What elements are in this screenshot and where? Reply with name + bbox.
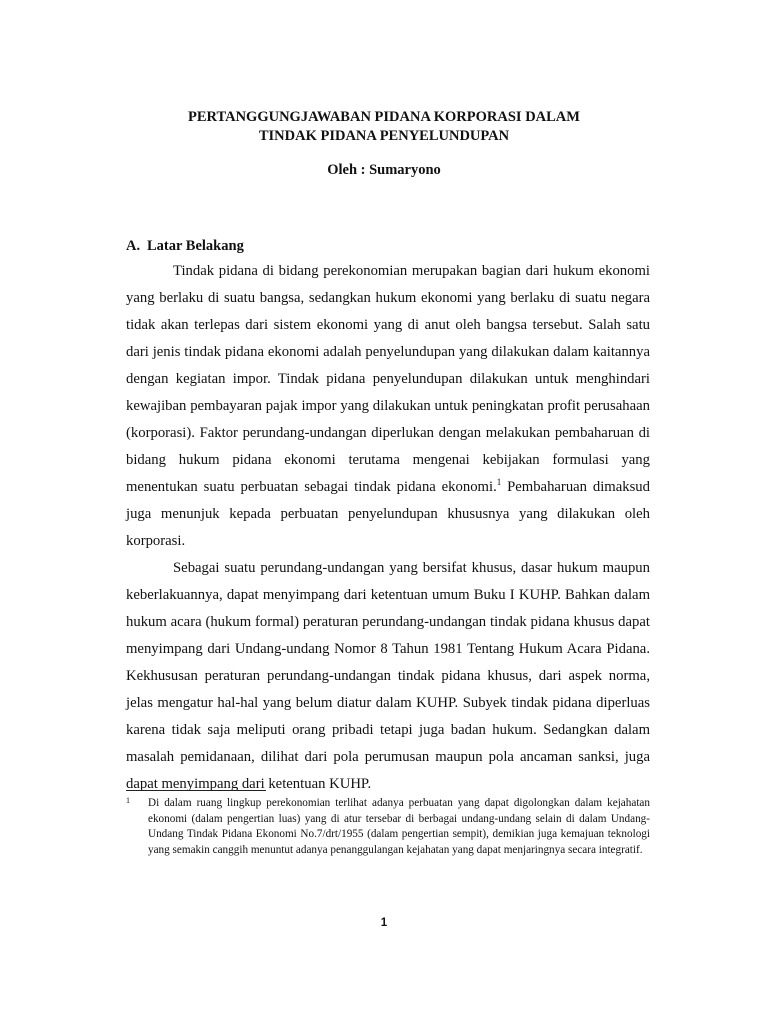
section-letter: A.	[126, 238, 141, 254]
section-heading	[126, 237, 244, 256]
paragraph-1-continuation: Pembaharuan dimaksud juga menunjuk kepada perbuatan penyelundupan khususnya yang dilakukan oleh korporasi.	[126, 479, 650, 549]
paragraph-1	[126, 258, 650, 555]
paragraph-1-text: Tindak pidana di bidang perekonomian merupakan bagian dari hukum ekonomi yang berlaku di suatu bangsa, sedangkan hukum ekonomi yang berlaku di suatu negara tidak akan terlepas dari sistem ekonomi yang di anut oleh bangsa tersebut. Salah satu dari jenis tindak pidana ekonomi adalah penyelundupan yang dilakukan dalam kaitannya dengan kegiatan impor. Tindak pidana penyelundupan dilakukan untuk menghindari kewajiban pembayaran pajak impor yang dilakukan untuk peningkatan profit perusahaan (korporasi). Faktor perundang-undangan diperlukan dengan melakukan pembaharuan di bidang hukum pidana ekonomi terutama mengenai kebijakan formulasi yang menentukan suatu perbuatan sebagai tindak pidana ekonomi.	[126, 263, 650, 495]
footnote	[126, 796, 650, 858]
author-line: Oleh : Sumaryono	[327, 162, 441, 178]
document-title-line-1: PERTANGGUNGJAWABAN PIDANA KORPORASI DALAM	[188, 109, 580, 125]
document-title-line-2: TINDAK PIDANA PENYELUNDUPAN	[258, 128, 510, 144]
paragraph-2: Sebagai suatu perundang-undangan yang bersifat khusus, dasar hukum maupun keberlakuannya, dapat menyimpang dari ketentuan umum Buku I KUHP. Bahkan dalam hukum acara (hukum formal) peraturan perundang-undangan tindak pidana khusus dapat menyimpang dari Undang-undang Nomor 8 Tahun 1981 Tentang Hukum Acara Pidana. Kekhususan peraturan perundang-undangan tindak pidana khusus, dari aspek norma, jelas mengatur hal-hal yang belum diatur dalam KUHP. Subyek tindak pidana diperluas karena tidak saja meliputi orang pribadi tetapi juga badan hukum. Sedangkan dalam masalah pemidanaan, dilihat dari pola perumusan maupun pola ancaman sanksi, juga dapat menyimpang dari ketentuan KUHP.	[126, 560, 650, 792]
body-text	[126, 258, 650, 798]
footnote-number: 1	[126, 796, 130, 805]
section-heading-text: Latar Belakang	[147, 238, 244, 254]
page-number: 1	[380, 917, 388, 929]
footnote-text: Di dalam ruang lingkup perekonomian terlihat adanya perbuatan yang dapat digolongkan dalam kejahatan ekonomi (dalam pengertian luas) yang di atur tersebar di berbagai undang-undang selain di dalam Undang-Undang Tindak Pidana Ekonomi No.7/drt/1955 (dalam pengertian sempit), demikian juga kemajuan teknologi yang semakin canggih menuntut adanya penanggulangan kejahatan yang dapat menjaringnya secara integratif.	[148, 797, 650, 856]
footnote-separator	[126, 790, 266, 791]
footnote-reference[interactable]: 1	[496, 477, 502, 488]
